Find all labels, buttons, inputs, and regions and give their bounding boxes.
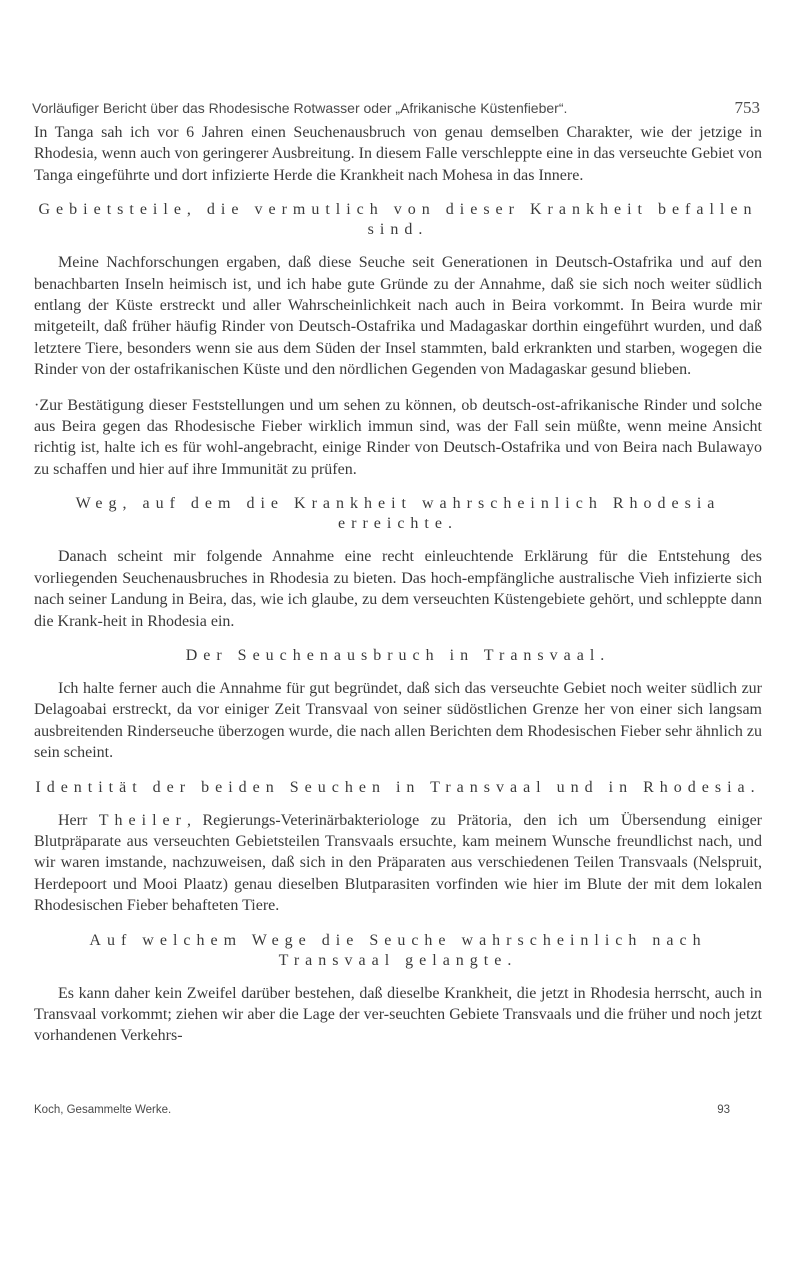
section-heading: Der Seuchenausbruch in Transvaal.	[185, 646, 611, 664]
section-heading: Weg, auf dem die Krankheit wahrscheinlich Rhodesia erreichte.	[75, 495, 721, 533]
running-header	[32, 98, 760, 118]
paragraph: ·Zur Bestätigung dieser Feststellungen und um sehen zu können, ob deutsch-ost-afrikanische Rinder und solche aus Beira gegen das Rhodesische Fieber wirklich immun sind, was der Fall sein müßte, wenn meine Ansicht richtig ist, halte ich es für wohl-angebracht, einige Rinder von Deutsch-Ostafrika und von Beira nach Bulawayo zu schaffen und hier auf ihre Immunität zu prüfen.	[34, 396, 762, 478]
page-number: 753	[734, 98, 760, 117]
page-footer	[34, 1104, 730, 1116]
section-heading: Identität der beiden Seuchen in Transvaal und in Rhodesia.	[35, 778, 761, 796]
text-fragment: Herr	[58, 811, 99, 829]
section-heading: Gebietsteile, die vermutlich von dieser Krankheit befallen sind.	[38, 201, 758, 239]
paragraph: Es kann daher kein Zweifel darüber bestehen, daß dieselbe Krankheit, die jetzt in Rhodesia herrscht, auch in Transvaal vorkommt; ziehen wir aber die Lage der ver-seuchten Gebiete Transvaals und die früher und noch jetzt vorhandenen Verkehrs-	[34, 984, 762, 1045]
body-text	[34, 122, 762, 1061]
running-title: Vorläufiger Bericht über das Rhodesische Rotwasser oder „Afrikanische Küstenfieber“.	[32, 100, 568, 116]
footer-signature: 93	[717, 1104, 730, 1116]
text-fragment: , Regierungs-Veterinärbakteriologe zu Prätoria, den ich um Übersendung einiger Blutpräparate aus verseuchten Gebietsteilen Transvaals ersuchte, kam meinem Wunsche freundlichst nach, und wir waren imstande, nachzuweisen, daß sich in den Präparaten aus verschiedenen Teilen Transvaals (Nelspruit, Herdepoort und Mooi Plaatz) genau dieselben Blutparasiten vorfinden wie hier im Blute der mit dem lokalen Rhodesischen Fieber behafteten Tiere.	[34, 811, 763, 915]
paragraph: In Tanga sah ich vor 6 Jahren einen Seuchenausbruch von genau demselben Charakter, wie der jetzige in Rhodesia, wenn auch von geringerer Ausbreitung. In diesem Falle verschleppte eine in das verseuchte Gebiet von Tanga eingeführte und dort infizierte Herde die Krankheit nach Mohesa in das Innere.	[34, 124, 762, 184]
paragraph: Danach scheint mir folgende Annahme eine recht einleuchtende Erklärung für die Entstehung des vorliegenden Seuchenausbruches in Rhodesia zu bieten. Das hoch-empfängliche australische Vieh infizierte sich nach seiner Landung in Beira, das, wie ich glaube, zu dem verseuchten Küstengebiete gehört, und schleppte dann die Krank-heit in Rhodesia ein.	[34, 548, 762, 630]
section-heading: Auf welchem Wege die Seuche wahrscheinlich nach Transvaal gelangte.	[89, 931, 707, 969]
footer-source: Koch, Gesammelte Werke.	[34, 1104, 172, 1116]
paragraph: Meine Nachforschungen ergaben, daß diese Seuche seit Generationen in Deutsch-Ostafrika und auf den benachbarten Inseln heimisch ist, und ich habe gute Gründe zu der Annahme, daß sie sich noch weiter südlich entlang der Küste erstreckt und aller Wahrscheinlichkeit nach auch in Beira vorkommt. In Beira wurde mir mitgeteilt, daß früher häufig Rinder von Deutsch-Ostafrika und Madagaskar dorthin eingeführt wurden, und daß letztere Tiere, besonders wenn sie aus dem Süden der Insel stammten, bald erkrankten und starben, wogegen die Rinder von der ostafrikanischen Küste und den nördlichen Gegenden von Madagaskar gesund blieben.	[34, 254, 762, 379]
paragraph	[34, 810, 762, 917]
paragraph: Ich halte ferner auch die Annahme für gut begründet, daß sich das verseuchte Gebiet noch weiter südlich zur Delagoabai erstreckt, da vor einiger Zeit Transvaal von seiner südöstlichen Grenze her von einer sich langsam ausbreitenden Rinderseuche überzogen wurde, die nach allen Berichten dem Rhodesischen Fieber sehr ähnlich zu sein scheint.	[34, 679, 762, 762]
person-name: Theiler	[98, 811, 187, 829]
